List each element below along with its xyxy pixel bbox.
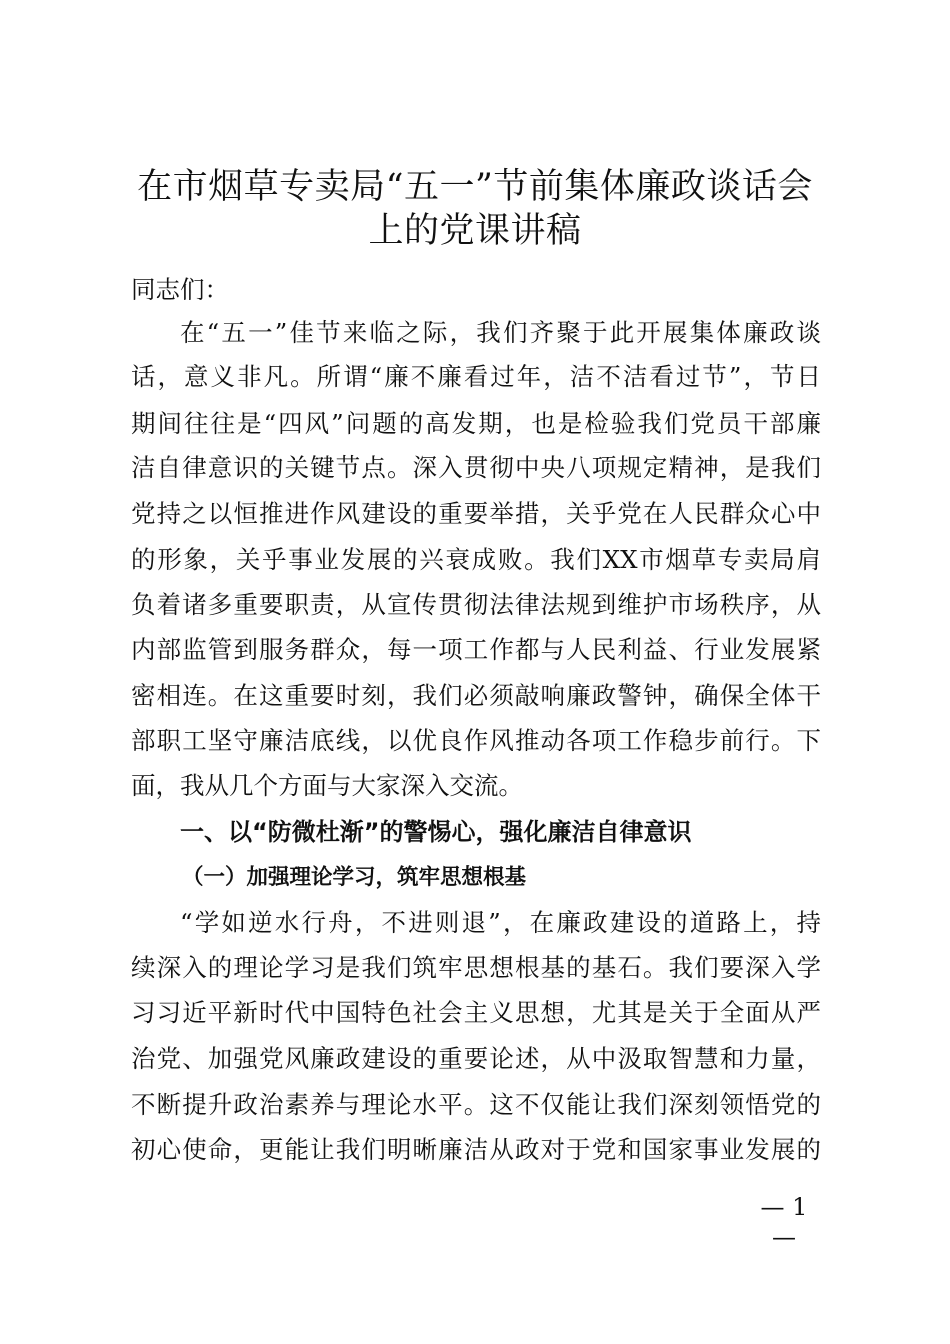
title-line-2: 上的党课讲稿 [368,211,582,251]
section-heading-1: 一、以“防微杜渐”的警惕心，强化廉洁自律意识 [180,818,692,846]
body-line: 治党、加强党风廉政建设的重要论述，从中汲取智慧和力量， [131,1044,821,1073]
subsection-heading-1: （一）加强理论学习，筑牢思想根基 [182,865,527,890]
intro-line: 部职工坚守廉洁底线，以优良作风推动各项工作稳步前行。下 [131,726,821,755]
body-line: 续深入的理论学习是我们筑牢思想根基的基石。我们要深入学 [131,953,821,982]
intro-line: 党持之以恒推进作风建设的重要举措，关乎党在人民群众心中 [131,499,821,528]
intro-line: 面，我从几个方面与大家深入交流。 [131,771,523,800]
page-number: — 1 — [760,1193,808,1251]
intro-line: 负着诸多重要职责，从宣传贯彻法律法规到维护市场秩序，从 [131,590,821,619]
intro-line: 密相连。在这重要时刻，我们必须敲响廉政警钟，确保全体干 [131,681,821,710]
intro-line: 期间往往是“四风”问题的高发期，也是检验我们党员干部廉 [131,409,821,438]
body-line: 不断提升政治素养与理论水平。这不仅能让我们深刻领悟党的 [131,1090,821,1119]
body-line: “学如逆水行舟，不进则退”，在廉政建设的道路上，持 [180,908,821,937]
intro-line: 话，意义非凡。所谓“廉不廉看过年，洁不洁看过节”，节日 [131,362,821,391]
title-line-1: 在市烟草专卖局“五一”节前集体廉政谈话会 [137,167,813,207]
document-title [110,165,840,253]
intro-line: 在“五一”佳节来临之际，我们齐聚于此开展集体廉政谈 [180,318,821,347]
intro-line: 的形象，关乎事业发展的兴衰成败。我们XX市烟草专卖局肩 [131,545,821,574]
body-line: 习习近平新时代中国特色社会主义思想，尤其是关于全面从严 [131,998,821,1027]
salutation: 同志们： [131,275,229,304]
intro-line: 内部监管到服务群众，每一项工作都与人民利益、行业发展紧 [131,635,821,664]
intro-line: 洁自律意识的关键节点。深入贯彻中央八项规定精神，是我们 [131,453,821,482]
body-line: 初心使命，更能让我们明晰廉洁从政对于党和国家事业发展的 [131,1135,821,1164]
